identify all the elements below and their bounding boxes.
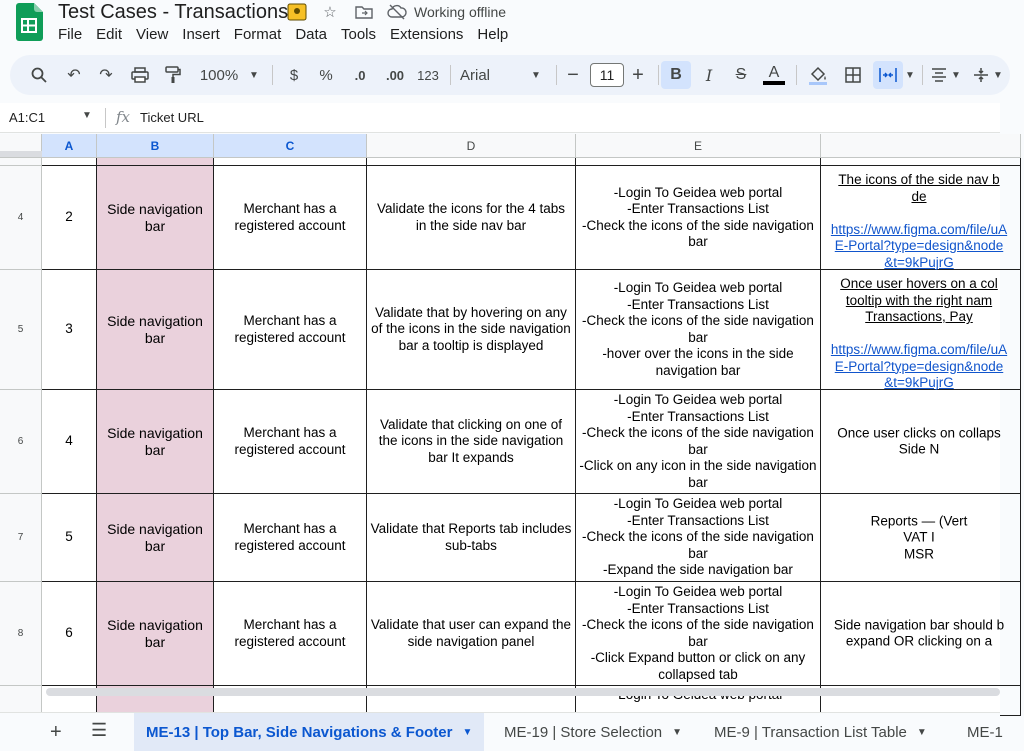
toolbar-separator	[556, 65, 557, 85]
offline-status[interactable]: Working offline	[414, 4, 507, 20]
partial-cell[interactable]	[214, 158, 367, 166]
column-header-d[interactable]: D	[367, 134, 576, 158]
cell-line: &t=9kPujrG	[884, 375, 954, 390]
bold-button[interactable]: B	[661, 61, 691, 89]
cell-c[interactable]	[214, 166, 367, 270]
cell-lines	[814, 425, 1024, 458]
cell-line: -Login To Geidea web portal	[613, 392, 783, 407]
increase-font-size-icon[interactable]: +	[632, 63, 644, 86]
cell-line	[814, 205, 1024, 222]
cell-line: VAT I	[903, 529, 935, 545]
cell-text: 2	[65, 209, 73, 225]
increase-decimal-button[interactable]: .00	[385, 67, 405, 83]
cell-e[interactable]	[576, 494, 821, 582]
cell-text: Side navigation bar	[107, 617, 203, 650]
cell-a[interactable]	[42, 270, 97, 390]
strikethrough-button[interactable]: S	[735, 66, 747, 83]
toolbar-separator	[450, 65, 451, 85]
font-family-select[interactable]: Arial	[460, 66, 491, 84]
cell-line: -Enter Transactions List	[627, 296, 769, 312]
cell-f[interactable]	[821, 270, 1021, 390]
cell-a[interactable]	[42, 582, 97, 686]
formula-bar	[0, 103, 1000, 133]
sheet-tab-label: ME-19 | Store Selection	[504, 723, 663, 741]
cell-text: Validate the icons for the 4 tabs in the side nav bar	[376, 201, 566, 233]
cell-line: -Login To Geidea web portal	[613, 184, 783, 200]
more-formats-button[interactable]: 123	[417, 67, 439, 83]
cell-e[interactable]	[576, 390, 821, 494]
merge-dropdown-icon[interactable]: ▼	[905, 69, 915, 81]
cell-f[interactable]	[821, 390, 1021, 494]
partial-cell[interactable]	[97, 158, 214, 166]
cell-d[interactable]	[367, 270, 576, 390]
cell-b[interactable]	[97, 390, 214, 494]
sheet-tab[interactable]	[702, 713, 939, 751]
sheet-tab-label: ME-9 | Transaction List Table	[714, 723, 907, 741]
cell-lines	[579, 280, 817, 379]
menu-data[interactable]: Data	[295, 26, 327, 43]
cell-line: -Enter Transactions List	[627, 512, 769, 528]
cell-text: Side navigation bar	[107, 521, 203, 554]
cell-line: Once user hovers on a col	[840, 276, 998, 291]
font-size-input[interactable]: 11	[590, 63, 624, 87]
borders-icon[interactable]	[840, 61, 866, 89]
horizontal-align-icon[interactable]	[928, 61, 950, 89]
cell-line: https://www.figma.com/file/uA	[830, 221, 1008, 237]
cell-b[interactable]	[97, 270, 214, 390]
cell-text: Merchant has a registered account	[234, 201, 346, 233]
cell-line: -Enter Transactions List	[627, 408, 769, 424]
cell-c[interactable]	[214, 270, 367, 390]
cell-text: Merchant has a registered account	[234, 521, 346, 553]
font-dropdown-icon[interactable]: ▼	[531, 69, 541, 81]
cell-text: Validate that by hovering on any of the icons in the side navigation bar a tooltip is displayed	[371, 304, 571, 353]
cell-line: Transactions, Pay	[865, 309, 973, 324]
cell-line	[814, 326, 1024, 343]
cell-d[interactable]	[367, 390, 576, 494]
cell-text: 4	[65, 433, 73, 449]
frozen-row-handle[interactable]	[0, 151, 42, 157]
cell-text: 5	[65, 529, 73, 545]
document-title[interactable]: Test Cases - Transactions	[58, 1, 289, 23]
cell-line: -Enter Transactions List	[627, 201, 769, 216]
move-folder-icon[interactable]	[353, 2, 375, 22]
menu-help[interactable]: Help	[477, 26, 509, 43]
decrease-decimal-button[interactable]: .0	[354, 67, 366, 83]
row-header-partial[interactable]	[0, 158, 42, 166]
cell-line: -Check the icons of the side navigation bar	[582, 529, 814, 561]
sheet-tab-dropdown-icon[interactable]: ▼	[672, 726, 683, 738]
cell-text: Side navigation bar	[107, 425, 203, 458]
sheet-tab-label: ME-13 | Top Bar, Side Navigations & Footer	[146, 723, 453, 741]
cell-lines	[814, 172, 1024, 271]
partial-cell[interactable]	[42, 158, 97, 166]
add-sheet-icon[interactable]: +	[50, 721, 62, 743]
column-header-b[interactable]: B	[97, 134, 214, 158]
redo-icon[interactable]: ↷	[99, 67, 113, 84]
cell-line: -Check the icons of the side navigation bar	[582, 313, 814, 345]
sheet-tab-dropdown-icon[interactable]: ▼	[462, 726, 473, 738]
cell-lines	[579, 392, 817, 491]
italic-button[interactable]: I	[705, 65, 713, 85]
partial-cell[interactable]	[576, 158, 821, 166]
toolbar-separator	[272, 65, 273, 85]
paint-format-icon[interactable]	[160, 61, 186, 89]
horizontal-scrollbar[interactable]	[0, 684, 1000, 712]
cell-line: Reports — (Vert	[870, 512, 968, 528]
menu-tools[interactable]: Tools	[341, 26, 377, 43]
cell-line: -Click Expand button or click on any collapsed tab	[590, 650, 806, 682]
cell-c[interactable]	[214, 582, 367, 686]
menu-view[interactable]: View	[136, 26, 169, 43]
all-sheets-menu-icon[interactable]: ☰	[91, 720, 108, 740]
cell-d[interactable]	[367, 494, 576, 582]
column-header-c[interactable]: C	[214, 134, 367, 158]
text-color-swatch	[763, 81, 785, 85]
cell-line: expand OR clicking on a	[845, 633, 993, 649]
column-header-e[interactable]: E	[576, 134, 821, 158]
percent-format-button[interactable]: %	[319, 66, 333, 84]
column-header-a[interactable]: A	[42, 134, 97, 158]
text-color-button[interactable]	[761, 61, 787, 89]
cell-lines	[579, 584, 817, 683]
spreadsheet-grid[interactable]	[0, 134, 1008, 712]
cell-d[interactable]	[367, 166, 576, 270]
cell-text: Side navigation bar	[107, 201, 203, 234]
star-icon[interactable]: ☆	[323, 4, 337, 21]
print-icon[interactable]	[127, 61, 153, 89]
cell-b[interactable]	[97, 494, 214, 582]
cell-line: -hover over the icons in the side navigation bar	[602, 346, 794, 378]
cell-line: de	[911, 188, 927, 204]
toolbar-separator	[658, 65, 659, 85]
cell-line: -Check the icons of the side navigation bar	[582, 217, 814, 249]
sheet-tab[interactable]	[955, 713, 1015, 751]
sheet-tab-label: ME-1	[967, 723, 1003, 741]
cell-text: 6	[65, 625, 73, 641]
cell-lines	[814, 513, 1024, 563]
cell-line: -Expand the side navigation bar	[603, 562, 793, 578]
row-header[interactable]: 8	[0, 582, 42, 686]
sheets-logo-icon[interactable]	[14, 2, 44, 42]
undo-icon[interactable]: ↶	[67, 67, 81, 84]
cell-lines	[579, 496, 817, 579]
cell-line: MSR	[904, 545, 934, 561]
cell-a[interactable]	[42, 494, 97, 582]
cell-lines	[814, 617, 1024, 650]
column-header-f[interactable]	[821, 134, 1021, 158]
cell-d[interactable]	[367, 582, 576, 686]
sheet-tab-dropdown-icon[interactable]: ▼	[916, 726, 927, 738]
menu-edit[interactable]: Edit	[96, 26, 123, 43]
cell-c[interactable]	[214, 390, 367, 494]
cell-line: Once user clicks on collaps	[837, 425, 1001, 440]
cell-e[interactable]	[576, 270, 821, 390]
cell-line: -Check the icons of the side navigation bar	[582, 617, 814, 649]
cell-text: Side navigation bar	[107, 313, 203, 346]
menu-bar	[58, 26, 522, 46]
row-header[interactable]: 4	[0, 166, 42, 270]
sheet-tab-bar	[0, 712, 1003, 750]
row-header[interactable]: 7	[0, 494, 42, 582]
cell-lines	[814, 276, 1024, 392]
cloud-offline-icon[interactable]	[386, 2, 408, 22]
cell-e[interactable]	[576, 166, 821, 270]
formula-input[interactable]: Ticket URL	[140, 110, 204, 125]
cell-text: Merchant has a registered account	[234, 617, 346, 649]
menu-format[interactable]: Format	[233, 26, 282, 43]
cell-b[interactable]	[97, 166, 214, 270]
row-header[interactable]: 6	[0, 390, 42, 494]
cell-b[interactable]	[97, 582, 214, 686]
shared-drive-icon[interactable]	[286, 2, 308, 22]
zoom-dropdown-icon[interactable]: ▼	[249, 69, 259, 81]
vertical-align-icon[interactable]	[970, 61, 992, 89]
merge-cells-icon[interactable]	[873, 61, 903, 89]
menu-file[interactable]: File	[58, 26, 83, 43]
scrollbar-thumb[interactable]	[46, 688, 1000, 696]
cell-text: Validate that Reports tab includes sub-tabs	[370, 521, 572, 553]
cell-f[interactable]	[821, 494, 1021, 582]
text-color-letter: A	[768, 64, 780, 81]
cell-e[interactable]	[576, 582, 821, 686]
name-box-dropdown-icon[interactable]: ▼	[82, 110, 92, 121]
select-all-corner[interactable]	[0, 134, 42, 158]
cell-line: -Click on any icon in the side navigation bar	[579, 458, 817, 490]
align-dropdown-icon[interactable]: ▼	[951, 69, 961, 81]
sheet-tab[interactable]	[492, 713, 694, 751]
valign-dropdown-icon[interactable]: ▼	[993, 69, 1003, 81]
cell-text: 3	[65, 321, 73, 337]
cell-lines	[579, 185, 817, 251]
search-menus-icon[interactable]	[26, 61, 52, 89]
cell-c[interactable]	[214, 494, 367, 582]
decrease-font-size-icon[interactable]: −	[567, 63, 579, 86]
row-header[interactable]: 5	[0, 270, 42, 390]
cell-text: Validate that clicking on one of the icons in the side navigation bar It expands	[378, 416, 564, 465]
cell-line: The icons of the side nav b	[838, 172, 1000, 187]
fill-color-icon[interactable]	[805, 61, 831, 89]
cell-f[interactable]	[821, 166, 1021, 270]
toolbar	[10, 55, 1010, 95]
name-box[interactable]: A1:C1	[9, 110, 46, 125]
title-bar	[0, 0, 1000, 50]
toolbar-separator	[922, 65, 923, 85]
cell-line: E-Portal?type=design&node	[834, 358, 1004, 374]
cell-line: Side N	[898, 441, 940, 457]
toolbar-separator	[796, 65, 797, 85]
cell-f[interactable]	[821, 582, 1021, 686]
function-icon: fx	[116, 108, 131, 126]
menu-extensions[interactable]: Extensions	[390, 26, 464, 43]
cell-line: -Check the icons of the side navigation bar	[582, 425, 814, 457]
cell-line: -Login To Geidea web portal	[613, 280, 783, 295]
cell-line: -Login To Geidea web portal	[613, 496, 783, 512]
cell-line: -Login To Geidea web portal	[613, 584, 783, 599]
cell-a[interactable]	[42, 390, 97, 494]
cell-line: &t=9kPujrG	[884, 254, 954, 270]
partial-cell[interactable]	[821, 158, 1021, 166]
partial-cell[interactable]	[367, 158, 576, 166]
cell-text: Merchant has a registered account	[234, 425, 346, 457]
formula-separator	[105, 108, 106, 128]
cell-line: Side navigation bar should b	[833, 617, 1005, 632]
cell-a[interactable]	[42, 166, 97, 270]
sheet-tab-active[interactable]	[134, 713, 484, 751]
cell-line: tooltip with the right nam	[845, 292, 993, 308]
cell-text: Merchant has a registered account	[234, 313, 346, 345]
currency-format-button[interactable]: $	[289, 66, 299, 84]
menu-insert[interactable]: Insert	[182, 26, 220, 43]
cell-line: https://www.figma.com/file/uA	[830, 342, 1008, 357]
cell-line: -Enter Transactions List	[627, 600, 769, 616]
zoom-select[interactable]: 100%	[199, 66, 239, 84]
cell-text: Validate that user can expand the side navigation panel	[370, 617, 572, 649]
cell-line: E-Portal?type=design&node	[834, 238, 1004, 253]
